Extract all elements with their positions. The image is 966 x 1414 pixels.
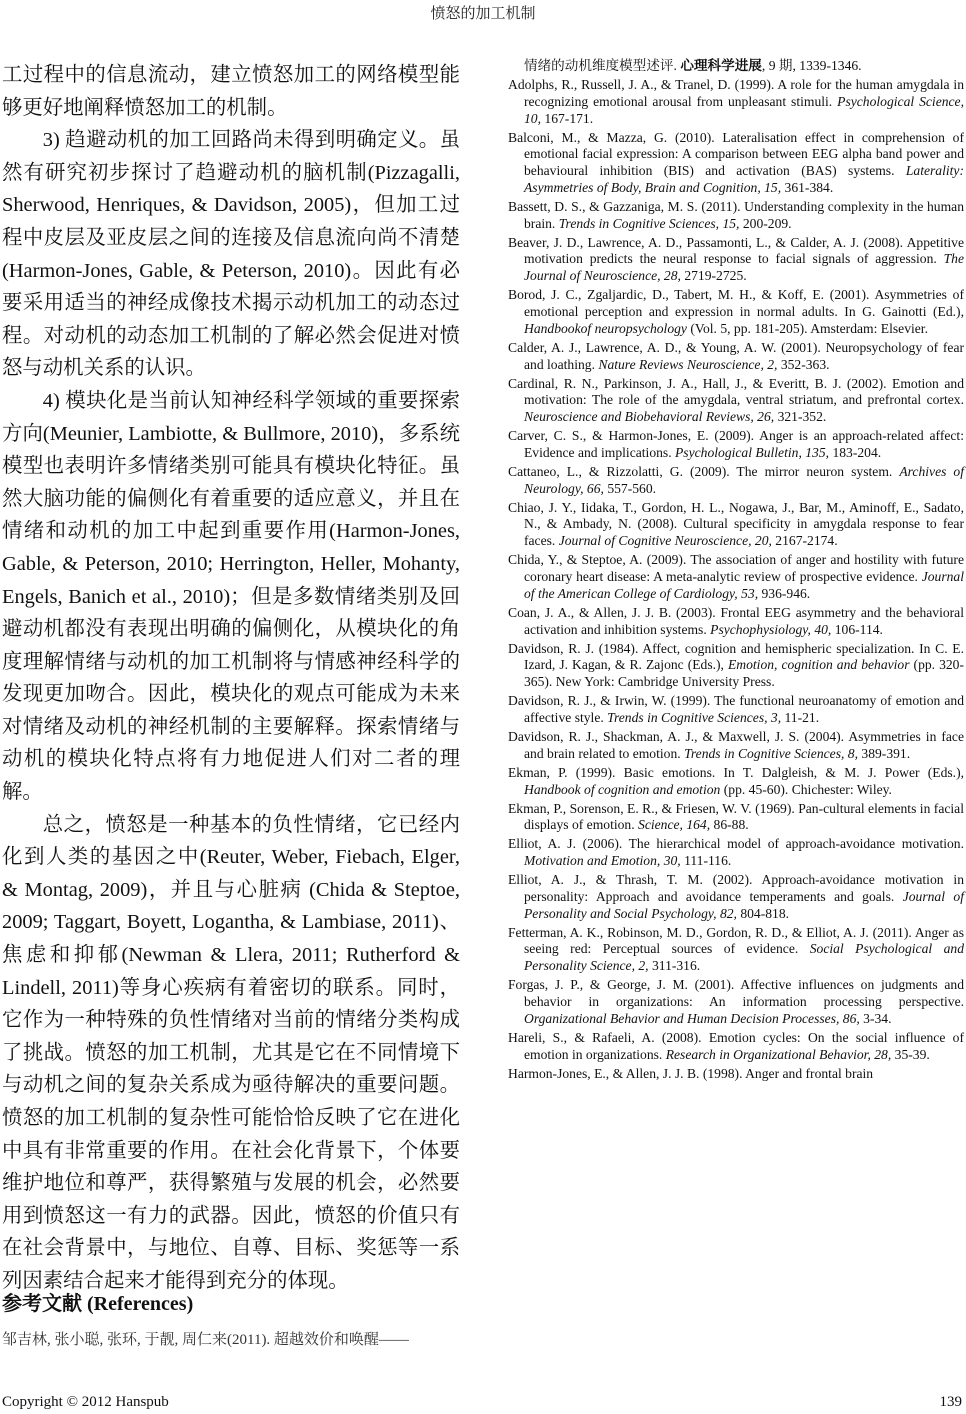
paragraph: 4) 模块化是当前认知神经科学领域的重要探索方向(Meunier, Lambiotte, & Bullmore, 2010)，多系统模型也表明许多情绪类别可能具有模块化特征。虽然大脑功能的偏侧化有着重要的适应意义，并且在情绪和动机的加工中起到重要作用(Harmon-Jones, Gable, & Peterson, 2010; Herrington, Heller, Mohanty, Engels, Banich et al., 2010)；但是多数情绪类别及回避动机都没有表现出明确的偏侧化，从模块化的角度理解情绪与动机的加工机制将与情感神经科学的发现更加吻合。因此，模块化的观点可能成为未来对情绪及动机的神经机制的主要解释。探索情绪与动机的模块化特点将有力地促进人们对二者的理解。 xyxy=(2,389,460,804)
ref-source: Nature Reviews Neuroscience, 2, xyxy=(598,356,778,372)
ref-source: Psychophysiology, 40, xyxy=(710,621,832,637)
ref-source: Handbookof neuropsychology xyxy=(524,320,687,336)
paragraph: 工过程中的信息流动，建立愤怒加工的网络模型能够更好地阐释愤怒加工的机制。 xyxy=(2,64,460,119)
ref-source: Neuroscience and Biobehavioral Reviews, 26, xyxy=(524,409,775,425)
ref-text: 35-39. xyxy=(891,1046,930,1062)
ref-text: Adolphs, R., Russell, J. A., & Tranel, D. (1999). A role for the human amygdala in recognizing emotional arousal from unpleasant stimuli. xyxy=(508,77,964,109)
ref-source: Trends in Cognitive Sciences, 15, xyxy=(558,215,740,231)
reference-item xyxy=(508,872,964,922)
ref-text: Fetterman, A. K., Robinson, M. D., Gordon, R. D., & Elliot, A. J. (2011). Anger as seeing red: Perceptual sources of evidence. xyxy=(508,924,964,957)
ref-text: 2719-2725. xyxy=(680,268,747,284)
ref-source: Emotion, cognition and behavior xyxy=(727,657,910,673)
ref-source: Handbook of cognition and emotion xyxy=(524,781,721,797)
running-title: 愤怒的加工机制 xyxy=(430,6,536,22)
ref-source: Trends in Cognitive Sciences, 8, xyxy=(684,745,858,761)
ref-text: 557-560. xyxy=(603,480,657,496)
ref-source: Trends in Cognitive Sciences, 3, xyxy=(607,709,782,725)
reference-item xyxy=(508,729,964,763)
ref-text: 321-352. xyxy=(774,409,827,425)
ref-text: 200-209. xyxy=(739,215,792,231)
reference-continuation xyxy=(508,58,964,75)
ref-text: Ekman, P., Sorenson, E. R., & Friesen, W. V. (1969). Pan-cultural elements in facial displays of emotion. xyxy=(508,800,964,833)
ref-text: , 9 期, 1339-1346. xyxy=(761,58,862,73)
ref-text: Borod, J. C., Zgaljardic, D., Tabert, M. H., & Koff, E. (2001). Asymmetries of emotional perception and expression in normal adults. In G. Gainotti (Ed.), xyxy=(508,287,964,319)
reference-item xyxy=(508,376,964,426)
ref-text: Cattaneo, L., & Rizzolatti, G. (2009). The mirror neuron system. xyxy=(508,463,900,479)
ref-text: Davidson, R. J., Shackman, A. J., & Maxwell, J. S. (2004). Asymmetries in face and brain related to emotion. xyxy=(508,728,964,761)
reference-item xyxy=(508,605,964,639)
ref-text: 389-391. xyxy=(858,745,911,761)
copyright: Copyright © 2012 Hanspub xyxy=(2,1394,169,1410)
ref-text: 3-34. xyxy=(859,1010,892,1026)
ref-text: 361-384. xyxy=(781,179,834,195)
ref-text: Bassett, D. S., & Gazzaniga, M. S. (2011). Understanding complexity in the human brain. xyxy=(508,198,964,231)
ref-source: Journal of Cognitive Neuroscience, 20, xyxy=(558,533,772,549)
ref-text: Balconi, M., & Mazza, G. (2010). Lateralisation effect in comprehension of emotional facial expression: A comparison between EEG alpha band power and behavioural inhibition (BIS) and activation (BAS) systems. xyxy=(508,129,964,179)
ref-source: Science, 164, xyxy=(638,817,711,833)
ref-source: Psychological Science, 10, xyxy=(524,93,964,126)
ref-text: Coan, J. A., & Allen, J. J. B. (2003). Frontal EEG asymmetry and the behavioral activation and inhibition systems. xyxy=(508,604,964,637)
ref-text: Forgas, J. P., & George, J. M. (2001). Affective influences on judgments and behavior in organizations: An information processing perspective. xyxy=(508,977,964,1009)
paragraph: 总之，愤怒是一种基本的负性情绪，它已经内化到人类的基因之中(Reuter, Weber, Fiebach, Elger, & Montag, 2009)，并且与心脏病 (Chida & Steptoe, 2009; Taggart, Boyett, Logantha, & Lambiase, 2011)、焦虑和抑郁(Newman & Llera, 2011; Rutherford & Lindell, 2011)等身心疾病有着密切的联系。同时，它作为一种特殊的负性情绪对当前的情绪分类构成了挑战。愤怒的加工机制，尤其是它在不同情境下与动机之间的复杂关系成为亟待解决的重要问题。愤怒的加工机制的复杂性可能恰恰反映了它在进化中具有非常重要的作用。在社会化背景下，个体要维护地位和尊严，获得繁殖与发展的机会，必然要用到愤怒这一有力的武器。因此，愤怒的价值只有在社会背景中，与地位、自尊、目标、奖惩等一系列因素结合起来才能得到充分的体现。 xyxy=(2,813,460,1292)
journal-name: 心理科学进展 xyxy=(680,58,762,73)
reference-item: 邹吉林, 张小聪, 张环, 于靓, 周仁来(2011). 超越效价和唤醒—— xyxy=(2,1332,409,1348)
page-number: 139 xyxy=(939,1394,962,1410)
ref-source: Organizational Behavior and Human Decision Processes, 86, xyxy=(524,1010,860,1026)
reference-item xyxy=(508,464,964,498)
ref-text: Elliot, A. J., & Thrash, T. M. (2002). Approach-avoidance motivation in personality: Approach and avoidance temperaments and goals. xyxy=(508,872,964,904)
reference-item xyxy=(508,235,964,285)
ref-text: Chida, Y., & Steptoe, A. (2009). The association of anger and hostility with future coronary heart disease: A meta-analytic review of prospective evidence. xyxy=(508,552,964,585)
reference-item xyxy=(508,1030,964,1064)
ref-source: Archives of Neurology, 66, xyxy=(524,463,965,496)
ref-text: Calder, A. J., Lawrence, A. D., & Young, A. W. (2001). Neuropsychology of fear and loathing. xyxy=(508,339,964,372)
references-heading: 参考文献 (References) xyxy=(2,1293,194,1315)
ref-source: Social Psychological and Personality Science, 2, xyxy=(524,941,964,974)
ref-text: Carver, C. S., & Harmon-Jones, E. (2009). Anger is an approach-related affect: Evidence and implications. xyxy=(508,428,964,460)
ref-text: Chiao, J. Y., Iidaka, T., Gordon, H. L., Nogawa, J., Bar, M., Aminoff, E., Sadato, N., & Ambady, N. (2008). Cultural specificity in amygdala response to fear faces. xyxy=(508,499,964,549)
reference-item xyxy=(508,500,964,550)
ref-text: Beaver, J. D., Lawrence, A. D., Passamonti, L., & Calder, A. J. (2008). Appetitive motivation predicts the neural response to facial signals of aggression. xyxy=(508,234,964,267)
reference-item xyxy=(508,836,964,870)
ref-text: 311-316. xyxy=(648,958,701,974)
reference-item xyxy=(508,428,964,462)
reference-item xyxy=(508,77,964,127)
ref-text: Davidson, R. J., & Irwin, W. (1999). The functional neuroanatomy of emotion and affective style. xyxy=(508,693,964,725)
ref-text: 106-114. xyxy=(831,621,883,637)
ref-text: 352-363. xyxy=(777,356,830,372)
reference-item xyxy=(508,340,964,374)
reference-item xyxy=(508,693,964,727)
reference-item xyxy=(508,552,964,602)
ref-text: (pp. 320-365). New York: Cambridge University Press. xyxy=(524,657,964,690)
ref-text: Elliot, A. J. (2006). The hierarchical model of approach-avoidance motivation. xyxy=(508,836,964,852)
reference-item xyxy=(508,977,964,1027)
ref-source: Journal of Personality and Social Psychology, 82, xyxy=(524,888,964,921)
reference-item xyxy=(508,765,964,799)
reference-item xyxy=(508,925,964,975)
ref-text: Hareli, S., & Rafaeli, A. (2008). Emotion cycles: On the social influence of emotion in organizations. xyxy=(508,1029,964,1062)
ref-source: Journal of the American College of Cardiology, 53, xyxy=(524,569,964,601)
reference-list xyxy=(508,58,964,1085)
left-column xyxy=(2,59,460,1298)
ref-text: 804-818. xyxy=(736,905,790,921)
ref-source: Research in Organizational Behavior, 28, xyxy=(665,1046,892,1062)
ref-text: 167-171. xyxy=(541,110,594,126)
ref-text: Harmon-Jones, E., & Allen, J. J. B. (1998). Anger and frontal brain xyxy=(508,1065,874,1081)
ref-source: Motivation and Emotion, 30, xyxy=(524,853,681,869)
ref-text: Ekman, P. (1999). Basic emotions. In T. Dalgleish, & M. J. Power (Eds.), xyxy=(508,764,964,780)
ref-text: (Vol. 5, pp. 181-205). Amsterdam: Elsevier. xyxy=(686,320,928,336)
ref-text: 2167-2174. xyxy=(771,533,838,549)
paragraph: 3) 趋避动机的加工回路尚未得到明确定义。虽然有研究初步探讨了趋避动机的脑机制(Pizzagalli, Sherwood, Henriques, & Davidson, 2005)，但加工过程中皮层及亚皮层之间的连接及信息流向尚不清楚(Harmon-Jones, Gable, & Peterson, 2010)。因此有必要采用适当的神经成像技术揭示动机加工的动态过程。对动机的动态加工机制的了解必然会促进对愤怒与动机关系的认识。 xyxy=(2,129,460,380)
ref-source: Laterality: Asymmetries of Body, Brain and Cognition, 15, xyxy=(524,163,964,195)
ref-text: 情绪的动机维度模型述评. xyxy=(524,58,681,73)
reference-item xyxy=(508,199,964,233)
reference-item xyxy=(508,641,964,691)
ref-text: 11-21. xyxy=(781,709,820,725)
reference-item xyxy=(508,130,964,197)
reference-item xyxy=(508,287,964,337)
ref-text: Cardinal, R. N., Parkinson, J. A., Hall, J., & Everitt, B. J. (2002). Emotion and motivation: The role of the amygdala, ventral striatum, and prefrontal cortex. xyxy=(508,375,964,408)
ref-text: Davidson, R. J. (1984). Affect, cognition and hemispheric specialization. In C. E. Izard, J. Kagan, & R. Zajonc (Eds.), xyxy=(508,640,964,673)
ref-text: 111-116. xyxy=(680,853,732,869)
reference-item xyxy=(508,801,964,835)
ref-source: Psychological Bulletin, 135, xyxy=(675,444,830,460)
ref-source: The Journal of Neuroscience, 28, xyxy=(524,251,964,284)
reference-item xyxy=(508,1066,964,1083)
ref-text: 183-204. xyxy=(829,444,882,460)
ref-text: 86-88. xyxy=(710,817,749,833)
ref-text: 936-946. xyxy=(758,585,811,601)
ref-text: (pp. 45-60). Chichester: Wiley. xyxy=(720,781,892,797)
